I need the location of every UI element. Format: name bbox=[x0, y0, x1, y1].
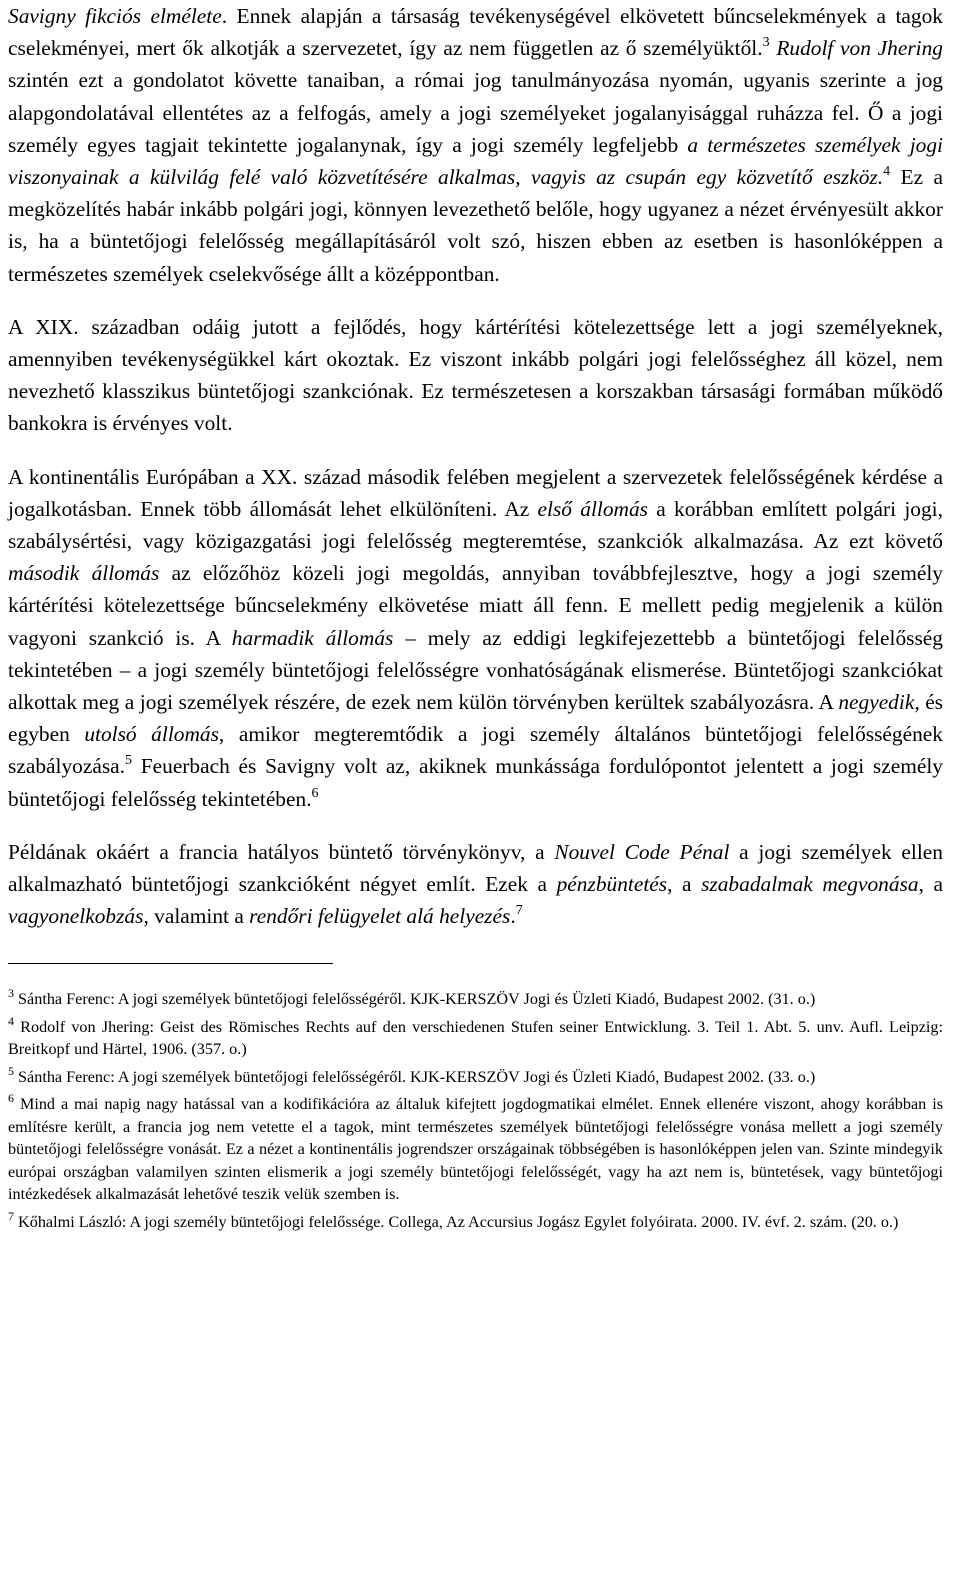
text-run: , amikor megteremtődik a jogi személy általános büntetőjogi felelősségének szabályozása. bbox=[8, 722, 943, 779]
footnote-5 bbox=[8, 1063, 943, 1089]
footnote-text: Rodolf von Jhering: Geist des Römisches Rechts auf den verschiedenen Stufen seiner Entwicklung. 3. Teil 1. Abt. 5. unv. Aufl. Leipzig: Breitkopf und Härtel, 1906. (357. o.) bbox=[8, 1017, 943, 1059]
footnote-ref-5[interactable]: 5 bbox=[125, 753, 132, 769]
body-paragraph-3 bbox=[8, 461, 943, 815]
footnote-number: 4 bbox=[8, 1013, 14, 1028]
body-paragraph-1 bbox=[8, 0, 943, 290]
text-run: szintén ezt a gondolatot követte tanaiban, a római jog tanulmányozása nyomán, ugyanis szerinte a jog alapgondolatával ellentétes az a felfogás, amely a jogi személyeket jogalanyisággal ruházza fel. Ő a jogi személy egyes tagjait tekintette jogalanynak, így a jogi személy legfeljebb bbox=[8, 68, 943, 157]
text-run: , és egyben bbox=[8, 690, 944, 747]
text-italic: Savigny fikciós elmélete bbox=[8, 4, 222, 28]
footnote-4 bbox=[8, 1013, 943, 1061]
text-run: az előzőhöz közeli jogi megoldás, annyiban továbbfejlesztve, hogy a jogi személy kártérítési kötelezettsége bűncselekmény elkövetése miatt áll fenn. E mellett pedig megjelenik a külön vagyoni szankció is. A bbox=[8, 561, 944, 650]
body-paragraph-4 bbox=[8, 836, 943, 933]
footnote-text: Kőhalmi László: A jogi személy büntetőjogi felelőssége. Collega, Az Accursius Jogász Egylet folyóirata. 2000. IV. évf. 2. szám. (20. o.) bbox=[14, 1212, 899, 1231]
text-run: A XIX. században odáig jutott a fejlődés, hogy kártérítési kötelezettsége lett a jogi személyeknek, amennyiben tevékenységükkel kárt okoztak. Ez viszont inkább polgári jogi felelősséghez áll közel, nem nevezhető klasszikus büntetőjogi szankciónak. Ez természetesen a korszakban társasági formában működő bankokra is érvényes volt. bbox=[8, 314, 943, 436]
text-italic: első állomás bbox=[537, 496, 648, 521]
footnote-ref-6[interactable]: 6 bbox=[311, 785, 319, 801]
text-run: , a bbox=[918, 872, 943, 897]
document-page bbox=[8, 0, 943, 1233]
text-italic: a természetes személyek jogi viszonyainak a külvilág felé való közvetítésére alkalmas, vagyis az csupán egy közvetítő eszköz. bbox=[8, 132, 944, 190]
footnote-6 bbox=[8, 1093, 943, 1206]
footnote-number: 6 bbox=[8, 1091, 14, 1106]
text-italic: vagyonelkobzás bbox=[8, 904, 144, 929]
footnote-3 bbox=[8, 988, 943, 1011]
text-run: – mely az eddigi legkifejezettebb a büntetőjogi felelősség tekintetében – a jogi személy büntetőjogi felelősségre vonhatóságának elismerése. Büntetőjogi szankciókat alkottak meg a jogi személyek részére, de ezek nem külön törvényben kerültek szabályozásra. A bbox=[8, 625, 943, 715]
text-run: Példának okáért a francia hatályos büntető törvénykönyv, a bbox=[8, 839, 555, 864]
text-italic: szabadalmak megvonása bbox=[701, 872, 919, 897]
footnote-text: Sántha Ferenc: A jogi személyek büntetőjogi felelősségéről. KJK-KERSZÖV Jogi és Üzleti Kiadó, Budapest 2002. (33. o.) bbox=[14, 1067, 816, 1086]
text-italic: harmadik állomás bbox=[231, 625, 394, 650]
footnote-ref-4[interactable]: 4 bbox=[883, 164, 891, 180]
footnotes-section bbox=[8, 988, 943, 1233]
text-run: , a bbox=[667, 872, 702, 897]
text-italic: negyedik bbox=[838, 690, 915, 715]
text-run: , valamint a bbox=[143, 904, 250, 929]
footnote-ref-7[interactable]: 7 bbox=[515, 903, 523, 919]
footnote-separator bbox=[8, 963, 333, 964]
text-run: A kontinentális Európában a XX. század második felében megjelent a szervezetek felelősségének kérdése a jogalkotásban. Ennek több állomását lehet elkülöníteni. Az bbox=[8, 464, 943, 521]
text-italic: második állomás bbox=[8, 561, 160, 586]
body-paragraph-2 bbox=[8, 311, 943, 440]
text-run: Ez a megközelítés habár inkább polgári jogi, könnyen levezethető belőle, hogy ugyanez a nézet érvényesült akkor is, ha a büntetőjogi felelősség megállapításáról volt szó, hiszen ebben az esetben is hasonlóképpen a természetes személyek cselekvősége állt a középpontban. bbox=[8, 165, 944, 286]
footnote-number: 7 bbox=[8, 1208, 14, 1223]
footnote-7 bbox=[8, 1208, 943, 1234]
text-run: . bbox=[510, 904, 516, 929]
text-italic: Rudolf von Jhering bbox=[776, 36, 943, 61]
text-italic: rendőri felügyelet alá helyezés bbox=[249, 904, 511, 929]
text-run: Feuerbach és Savigny volt az, akiknek munkássága fordulópontot jelentett a jogi személy büntetőjogi felelősség tekintetében. bbox=[8, 754, 943, 811]
text-italic: Nouvel Code Pénal bbox=[554, 839, 730, 864]
footnote-number: 3 bbox=[8, 986, 14, 1001]
text-italic: utolsó állomás bbox=[84, 722, 219, 747]
footnote-number: 5 bbox=[8, 1063, 14, 1078]
footnote-text: Mind a mai napig nagy hatással van a kodifikációra az általuk kifejtett jogdogmatikai elmélet. Ennek ellenére viszont, ahogy korábban is említésre került, a francia jog nem vetette el a tagok, mint természetes személyek büntetőjogi felelősségre vonása mellett a jogi személy büntetőjogi felelősségre vonását. Ez a nézet a kontinentális jogrendszer országainak többségében is hasonlóképpen jelen van. Szinte mindegyik európai országban valamilyen szinten elismerik a jogi személy büntetőjogi felelősségét, vagy ha azt nem is, büntetések, vagy büntetőjogi intézkedések alkalmazását lehetővé teszik velük szemben is. bbox=[8, 1095, 943, 1204]
footnote-ref-3[interactable]: 3 bbox=[762, 35, 770, 51]
text-run: a jogi személyek ellen alkalmazható büntetőjogi szankcióként négyet említ. Ezek a bbox=[8, 839, 943, 897]
text-run: a korábban említett polgári jogi, szabálysértési, vagy közigazgatási jogi felelősség megteremtése, szankciók alkalmazása. Az ezt követő bbox=[8, 496, 943, 554]
footnote-text: Sántha Ferenc: A jogi személyek büntetőjogi felelősségéről. KJK-KERSZÖV Jogi és Üzleti Kiadó, Budapest 2002. (31. o.) bbox=[14, 990, 816, 1009]
text-italic: pénzbüntetés bbox=[556, 872, 668, 897]
text-run: . Ennek alapján a társaság tevékenységével elkövetett bűncselekmények a tagok cselekményei, mert ők alkotják a szervezetet, így az nem független az ő személyüktől. bbox=[8, 4, 944, 61]
